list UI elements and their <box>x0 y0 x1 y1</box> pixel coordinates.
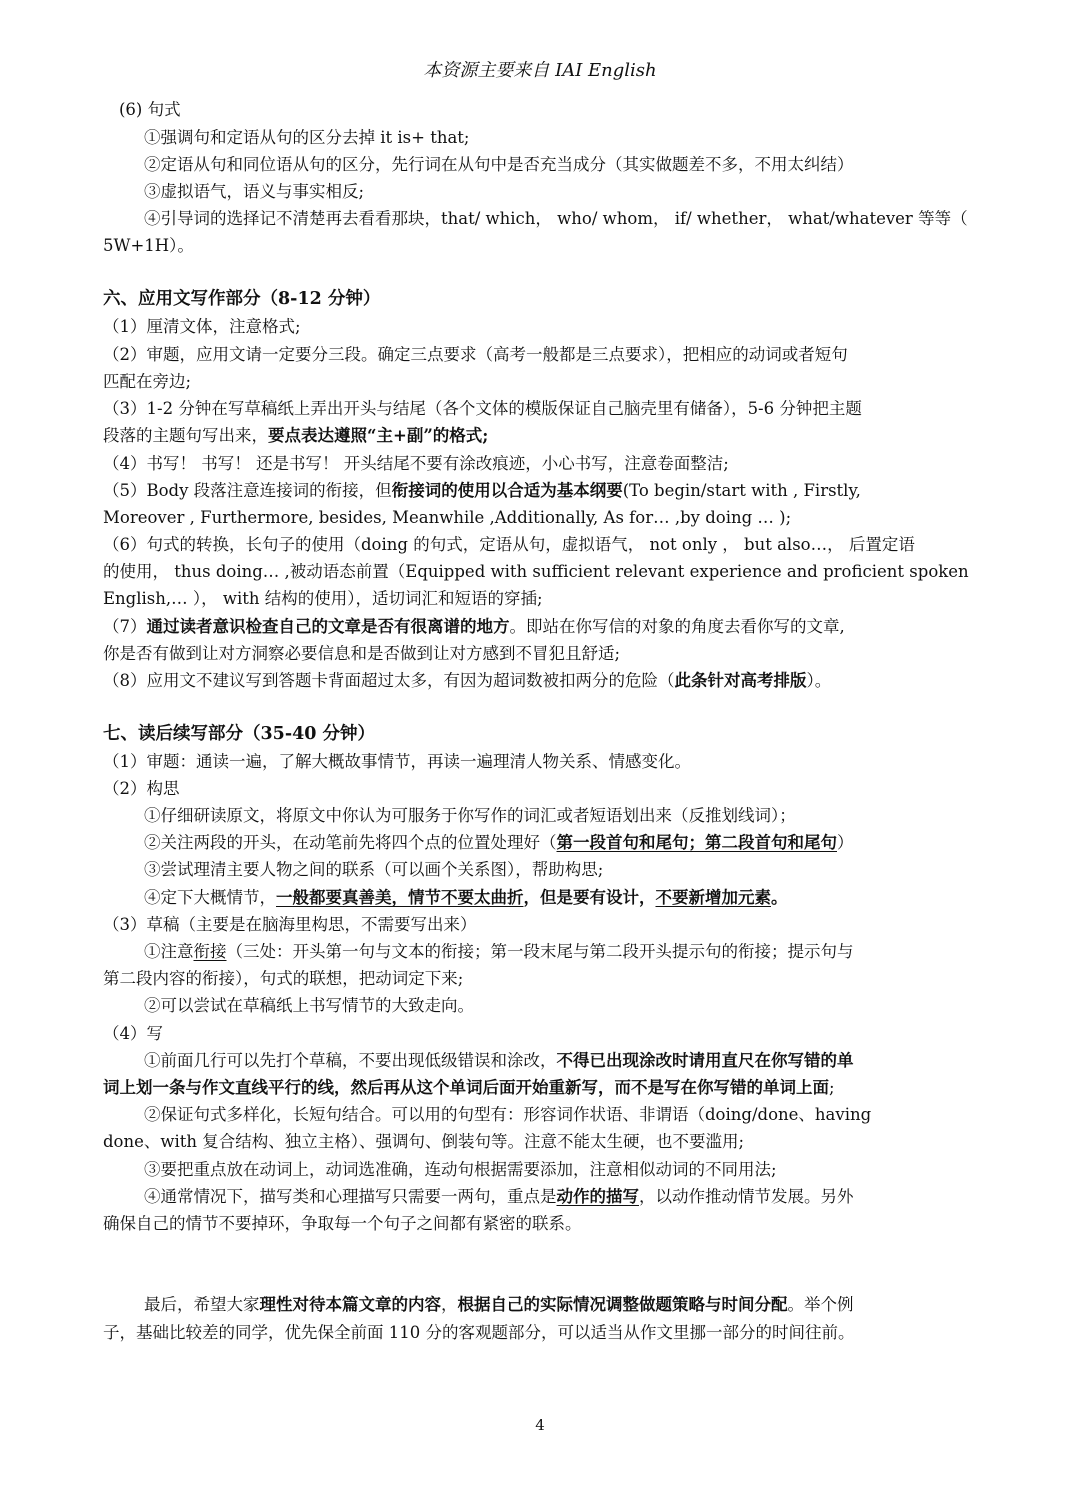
text-span: ， <box>441 1295 458 1314</box>
text-line: ①仔细研读原文，将原文中你认为可服务于你写作的词汇或者短语划出来（反推划线词）； <box>144 806 796 825</box>
text-span: 最后，希望大家 <box>144 1295 260 1314</box>
emphasis-text: 。 <box>771 888 788 907</box>
text-span: ） <box>837 833 854 852</box>
text-line: ②定语从句和同位语从句的区分，先行词在从句中是否充当成分（其实做题差不多，不用太纠结） <box>144 155 854 174</box>
text-span: ④通常情况下，描写类和心理描写只需要一两句，重点是 <box>144 1187 557 1206</box>
text-span: （8）应用文不建议写到答题卡背面超过太多，有因为超词数被扣两分的危险（ <box>103 671 675 690</box>
emphasis-text: 不得已出现涂改时请用直尺在你写错的单 <box>556 1051 854 1070</box>
emphasis-text: 要点表达遵照“主+副”的格式; <box>268 426 489 445</box>
text-line: 5W+1H）。 <box>103 236 194 255</box>
text-line: （4）写 <box>103 1024 163 1043</box>
text-line <box>103 616 973 638</box>
text-line <box>144 1050 1014 1072</box>
text-line: ①强调句和定语从句的区分去掉 it is+ that; <box>144 128 470 147</box>
text-line: ②保证句式多样化，长短句结合。可以用的句型有：形容词作状语、非谓语（doing/done、having <box>144 1105 872 1124</box>
text-line: （1）审题：通读一遍，了解大概故事情节，再读一遍理清人物关系、情感变化。 <box>103 752 691 771</box>
text-line: 确保自己的情节不要掉环，争取每一个句子之间都有紧密的联系。 <box>103 1214 582 1233</box>
text-line: 匹配在旁边; <box>103 372 192 391</box>
text-line: 子，基础比较差的同学，优先保全前面 110 分的客观题部分，可以适当从作文里挪一部分的时间往前。 <box>103 1323 855 1342</box>
text-span: 。举个例 <box>787 1295 854 1314</box>
text-line: English,… ）， with 结构的使用），适切词汇和短语的穿插; <box>103 589 543 608</box>
text-line: ③虚拟语气，语义与事实相反; <box>144 182 365 201</box>
text-span: ; <box>829 1078 835 1097</box>
emphasis-text: 第一段首句和尾句；第二段首句和尾句 <box>556 833 837 852</box>
emphasis-text: 动作的描写 <box>556 1187 639 1206</box>
text-span: 段落的主题句写出来， <box>103 426 268 445</box>
emphasis-text: 一般都要真善美，情节不要太曲折 <box>276 888 524 907</box>
text-line: （1）厘清文体，注意格式; <box>103 317 301 336</box>
text-line: （3）草稿（主要是在脑海里构思，不需要写出来） <box>103 915 477 934</box>
text-line: ④引导词的选择记不清楚再去看看那块，that/ which， who/ whom， if/ whether， what/whatever 等等（ <box>144 209 968 228</box>
text-line <box>103 1077 973 1099</box>
text-line: （3）1-2 分钟在写草稿纸上弄出开头与结尾（各个文体的模版保证自己脑壳里有储备），5-6 分钟把主题 <box>103 399 862 418</box>
underlined-text: 衔接 <box>193 942 227 961</box>
emphasis-text: 根据自己的实际情况调整做题策略与时间分配 <box>457 1295 788 1314</box>
text-line: ②可以尝试在草稿纸上书写情节的大致走向。 <box>144 996 474 1015</box>
text-line <box>144 887 1014 909</box>
emphasis-text: 通过读者意识检查自己的文章是否有很离谱的地方 <box>146 617 510 636</box>
text-span: （5）Body 段落注意连接词的衔接，但 <box>103 481 392 500</box>
page-number: 4 <box>535 1416 545 1434</box>
emphasis-text: 衔接词的使用以合适为基本纲要 <box>391 481 623 500</box>
text-line: 你是否有做到让对方洞察必要信息和是否做到让对方感到不冒犯且舒适; <box>103 644 621 663</box>
text-line: ③尝试理清主要人物之间的联系（可以画个关系图），帮助构思; <box>144 860 604 879</box>
text-line: done、with 复合结构、独立主格）、强调句、倒装句等。注意不能太生硬，也不要滥用; <box>103 1132 745 1151</box>
text-line <box>144 832 1014 854</box>
text-line <box>144 941 1014 963</box>
emphasis-text: 理性对待本篇文章的内容 <box>259 1295 441 1314</box>
emphasis-text: ，但是要有设计， <box>523 888 656 907</box>
text-span: ①前面几行可以先打个草稿，不要出现低级错误和涂改， <box>144 1051 557 1070</box>
text-span: ①注意 <box>144 942 194 961</box>
emphasis-text: 词上划一条与作文直线平行的线，然后再从这个单词后面开始重新写，而不是写在你写错的单词上面 <box>103 1078 829 1097</box>
text-line: （4）书写！ 书写！ 还是书写！ 开头结尾不要有涂改痕迹，小心书写，注意卷面整洁; <box>103 454 729 473</box>
text-line: ③要把重点放在动词上，动词选准确，连动句根据需要添加，注意相似动词的不同用法; <box>144 1160 777 1179</box>
text-span: （三处：开头第一句与文本的衔接；第一段末尾与第二段开头提示句的衔接；提示句与 <box>226 942 854 961</box>
text-line: 的使用， thus doing… ,被动语态前置（Equipped with sufficient relevant experience and proficient spoken <box>103 562 969 581</box>
page-header: 本资源主要来自 IAI English <box>423 60 657 81</box>
text-line <box>103 480 973 502</box>
text-line: Moreover , Furthermore, besides, Meanwhile ,Additionally, As for… ,by doing … ); <box>103 508 792 527</box>
text-span: ④定下大概情节， <box>144 888 276 907</box>
text-line: （2）构思 <box>103 779 180 798</box>
section-heading: 六、应用文写作部分（8-12 分钟） <box>103 289 381 309</box>
text-line: 第二段内容的衔接），句式的联想，把动词定下来; <box>103 969 464 988</box>
text-span: (To begin/start with , Firstly, <box>622 481 861 500</box>
text-span: ②关注两段的开头，在动笔前先将四个点的位置处理好（ <box>144 833 557 852</box>
text-line <box>144 1294 1014 1316</box>
section-heading: 七、读后续写部分（35-40 分钟） <box>103 724 376 744</box>
text-span: ，以动作推动情节发展。另外 <box>639 1187 854 1206</box>
text-line <box>144 1186 1014 1208</box>
text-span: ）。 <box>806 671 832 690</box>
text-line: （6）句式的转换，长句子的使用（doing 的句式，定语从句，虚拟语气， not only ， but also…， 后置定语 <box>103 535 915 554</box>
text-span: （7） <box>103 617 147 636</box>
text-span: 。即站在你写信的对象的角度去看你写的文章, <box>509 617 845 636</box>
subsection-title: (6) 句式 <box>119 100 181 119</box>
text-line <box>103 425 973 447</box>
text-line <box>103 670 973 692</box>
emphasis-text: 此条针对高考排版 <box>674 671 807 690</box>
text-line: （2）审题，应用文请一定要分三段。确定三点要求（高考一般都是三点要求），把相应的动词或者短句 <box>103 345 848 364</box>
emphasis-text: 不要新增加元素 <box>655 888 771 907</box>
